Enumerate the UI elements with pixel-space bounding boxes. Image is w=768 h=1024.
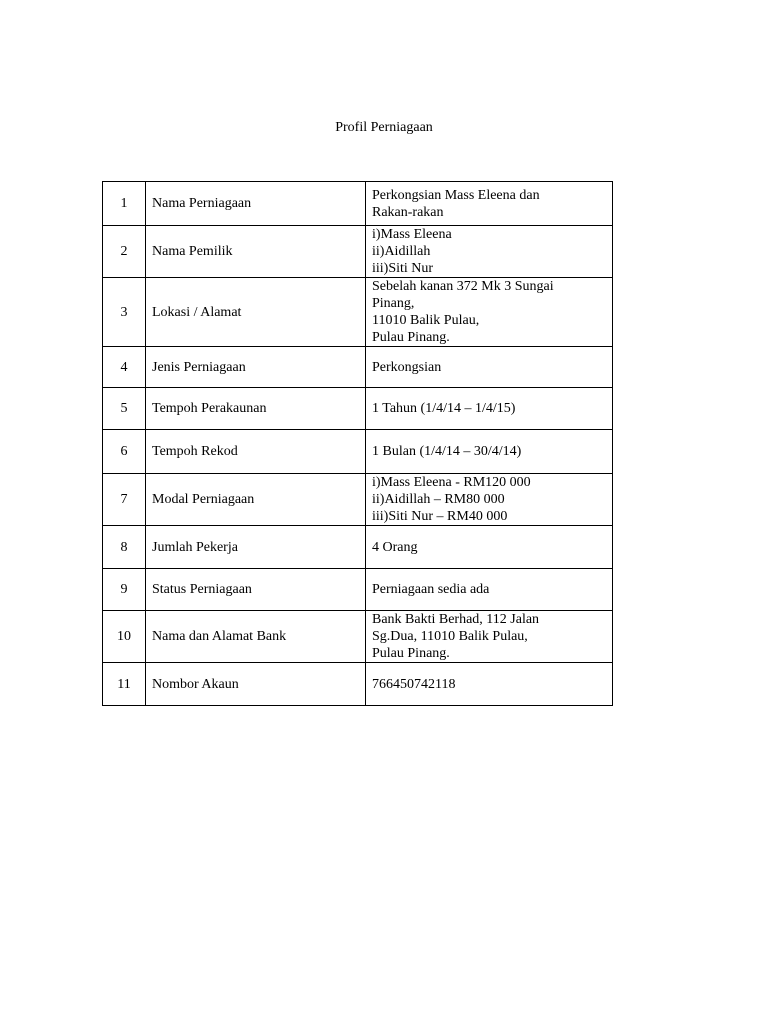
table-row <box>103 569 613 611</box>
field-value-line: i)Mass Eleena <box>372 227 452 242</box>
field-value <box>366 182 613 226</box>
table-row <box>103 663 613 706</box>
row-number: 1 <box>103 182 146 226</box>
field-value-line: ii)Aidillah <box>372 244 431 259</box>
field-value-line: Perkongsian <box>372 359 442 375</box>
field-value <box>366 526 613 569</box>
field-value-line: Perkongsian Mass Eleena dan <box>372 187 540 203</box>
row-number: 5 <box>103 388 146 430</box>
field-value-line: 1 Bulan (1/4/14 – 30/4/14) <box>372 444 522 459</box>
page-title: Profil Perniagaan <box>335 120 433 135</box>
field-label: Tempoh Perakaunan <box>146 388 366 430</box>
row-number: 7 <box>103 474 146 526</box>
field-label: Nombor Akaun <box>146 663 366 706</box>
row-number: 11 <box>103 663 146 706</box>
field-value <box>366 474 613 526</box>
field-value-line: iii)Siti Nur <box>372 261 434 276</box>
field-value <box>366 430 613 474</box>
table-row <box>103 526 613 569</box>
field-label: Jenis Perniagaan <box>146 347 366 388</box>
field-value-line: 11010 Balik Pulau, <box>372 313 480 328</box>
field-value <box>366 226 613 278</box>
field-value-line: Sebelah kanan 372 Mk 3 Sungai <box>372 279 554 294</box>
field-value-line: Pulau Pinang. <box>372 646 450 661</box>
field-label: Lokasi / Alamat <box>146 278 366 347</box>
field-value-line: Rakan-rakan <box>372 204 444 220</box>
table-row <box>103 388 613 430</box>
row-number: 2 <box>103 226 146 278</box>
field-value <box>366 569 613 611</box>
row-number: 3 <box>103 278 146 347</box>
row-number: 10 <box>103 611 146 663</box>
table-row <box>103 182 613 226</box>
field-value-line: Bank Bakti Berhad, 112 Jalan <box>372 612 540 627</box>
field-value-line: Sg.Dua, 11010 Balik Pulau, <box>372 629 528 644</box>
table-row <box>103 226 613 278</box>
row-number: 9 <box>103 569 146 611</box>
field-value-line: Perniagaan sedia ada <box>372 582 490 597</box>
field-value-line: ii)Aidillah – RM80 000 <box>372 492 505 507</box>
field-value <box>366 611 613 663</box>
field-label: Tempoh Rekod <box>146 430 366 474</box>
table-row <box>103 278 613 347</box>
field-value-line: 766450742118 <box>372 676 456 692</box>
field-label: Nama Perniagaan <box>146 182 366 226</box>
business-profile-table <box>102 181 613 706</box>
field-value-line: 4 Orang <box>372 539 418 555</box>
table-row <box>103 474 613 526</box>
field-value-line: i)Mass Eleena - RM120 000 <box>372 475 531 490</box>
field-label: Modal Perniagaan <box>146 474 366 526</box>
table-row <box>103 430 613 474</box>
profile-table-body <box>103 182 613 706</box>
field-label: Jumlah Pekerja <box>146 526 366 569</box>
field-value <box>366 663 613 706</box>
row-number: 4 <box>103 347 146 388</box>
field-value <box>366 278 613 347</box>
field-label: Status Perniagaan <box>146 569 366 611</box>
field-value-line: 1 Tahun (1/4/14 – 1/4/15) <box>372 401 516 416</box>
table-row <box>103 611 613 663</box>
field-value-line: Pulau Pinang. <box>372 330 450 345</box>
field-label: Nama dan Alamat Bank <box>146 611 366 663</box>
field-value <box>366 347 613 388</box>
table-row <box>103 347 613 388</box>
field-value-line: iii)Siti Nur – RM40 000 <box>372 509 508 524</box>
field-value-line: Pinang, <box>372 296 415 311</box>
row-number: 8 <box>103 526 146 569</box>
row-number: 6 <box>103 430 146 474</box>
field-value <box>366 388 613 430</box>
field-label: Nama Pemilik <box>146 226 366 278</box>
